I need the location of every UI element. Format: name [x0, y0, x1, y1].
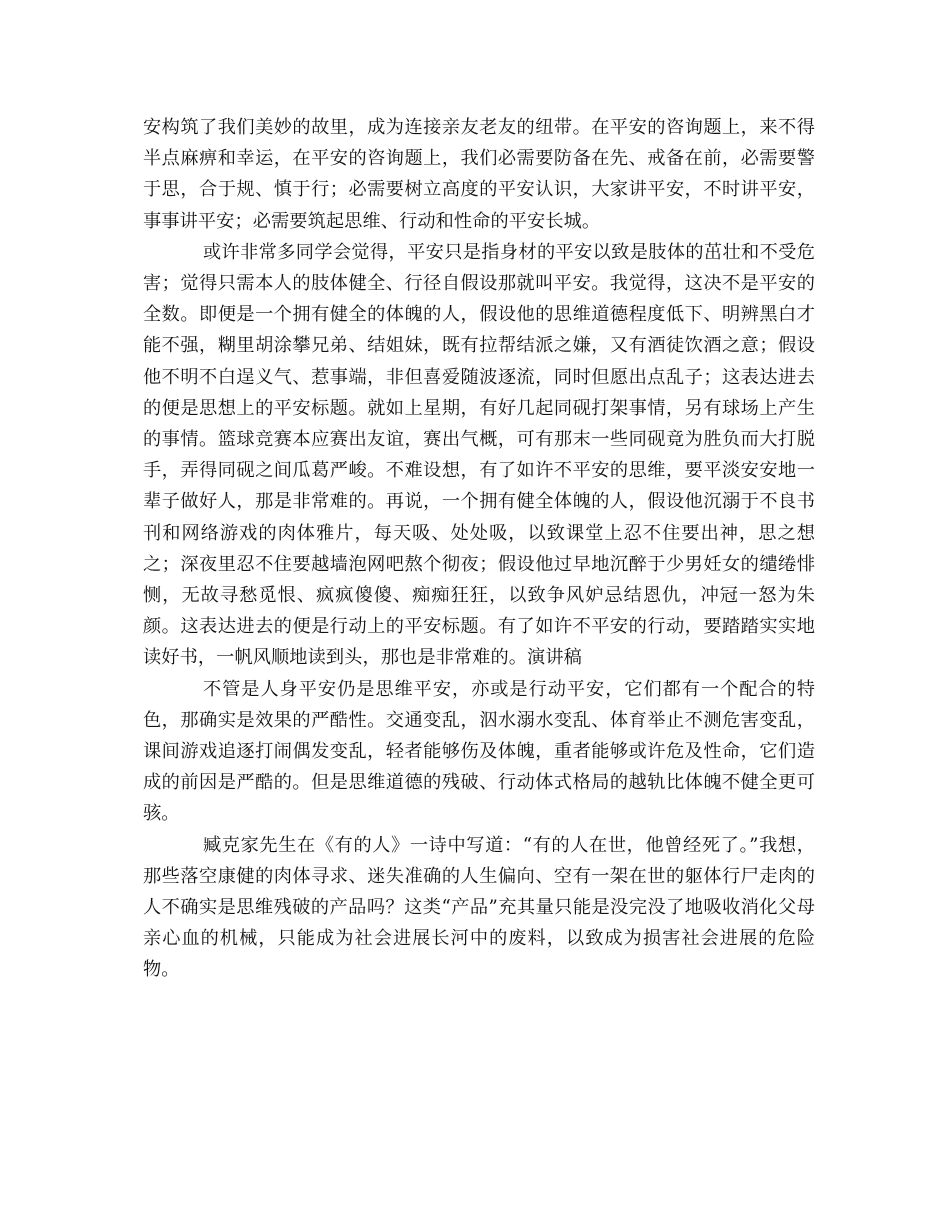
- paragraph-4: 臧克家先生在《有的人》一诗中写道：“有的人在世，他曾经死了。”我想，那些落空康健的肉体寻求、迷失准确的人生偏向、空有一架在世的躯体行尸走肉的人不确实是思维残破的产品吗？这类“产品”充其量只能是没完没了地吸收消化父母亲心血的机械，只能成为社会进展长河中的废料，以致成为损害社会进展的危险物。: [143, 834, 815, 981]
- document-body: [143, 112, 815, 986]
- paragraph-2: 或许非常多同学会觉得，平安只是指身材的平安以致是肢体的茁壮和不受危害；觉得只需本人的肢体健全、行径自假设那就叫平安。我觉得，这决不是平安的全数。即便是一个拥有健全的体魄的人，假设他的思维道德程度低下、明辨黑白才能不强，糊里胡涂攀兄弟、结姐妹，既有拉帮结派之嫌，又有酒徒饮酒之意；假设他不明不白逞义气、惹事端，非但喜爱随波逐流，同时但愿出点乱子；这表达进去的便是思想上的平安标题。就如上星期，有好几起同砚打架事情，另有球场上产生的事情。篮球竞赛本应赛出友谊，赛出气概，可有那末一些同砚竟为胜负而大打脱手，弄得同砚之间瓜葛严峻。不难设想，有了如许不平安的思维，要平淡安安地一辈子做好人，那是非常难的。再说，一个拥有健全体魄的人，假设他沉溺于不良书刊和网络游戏的肉体雅片，每天吸、处处吸，以致课堂上忍不住要出神，思之想之；深夜里忍不住要越墙泡网吧熬个彻夜；假设他过早地沉醉于少男妊女的缱绻悱恻，无故寻愁觅恨、疯疯傻傻、痴痴狂狂，以致争风妒忌结恩仇，冲冠一怒为朱颜。这表达进去的便是行动上的平安标题。有了如许不平安的行动，要踏踏实实地读好书，一帆风顺地读到头，那也是非常难的。演讲稿: [143, 241, 815, 669]
- paragraph-1: 安构筑了我们美妙的故里，成为连接亲友老友的纽带。在平安的咨询题上，来不得半点麻痹和幸运，在平安的咨询题上，我们必需要防备在先、戒备在前，必需要警于思，合于规、慎于行；必需要树立高度的平安认识，大家讲平安，不时讲平安，事事讲平安；必需要筑起思维、行动和性命的平安长城。: [143, 117, 815, 232]
- paragraph-3: 不管是人身平安仍是思维平安，亦或是行动平安，它们都有一个配合的特色，那确实是效果的严酷性。交通变乱，泅水溺水变乱、体育举止不测危害变乱，课间游戏追逐打闹偶发变乱，轻者能够伤及体魄，重者能够或许危及性命，它们造成的前因是严酷的。但是思维道德的残破、行动体式格局的越轨比体魄不健全更可骇。: [143, 678, 815, 825]
